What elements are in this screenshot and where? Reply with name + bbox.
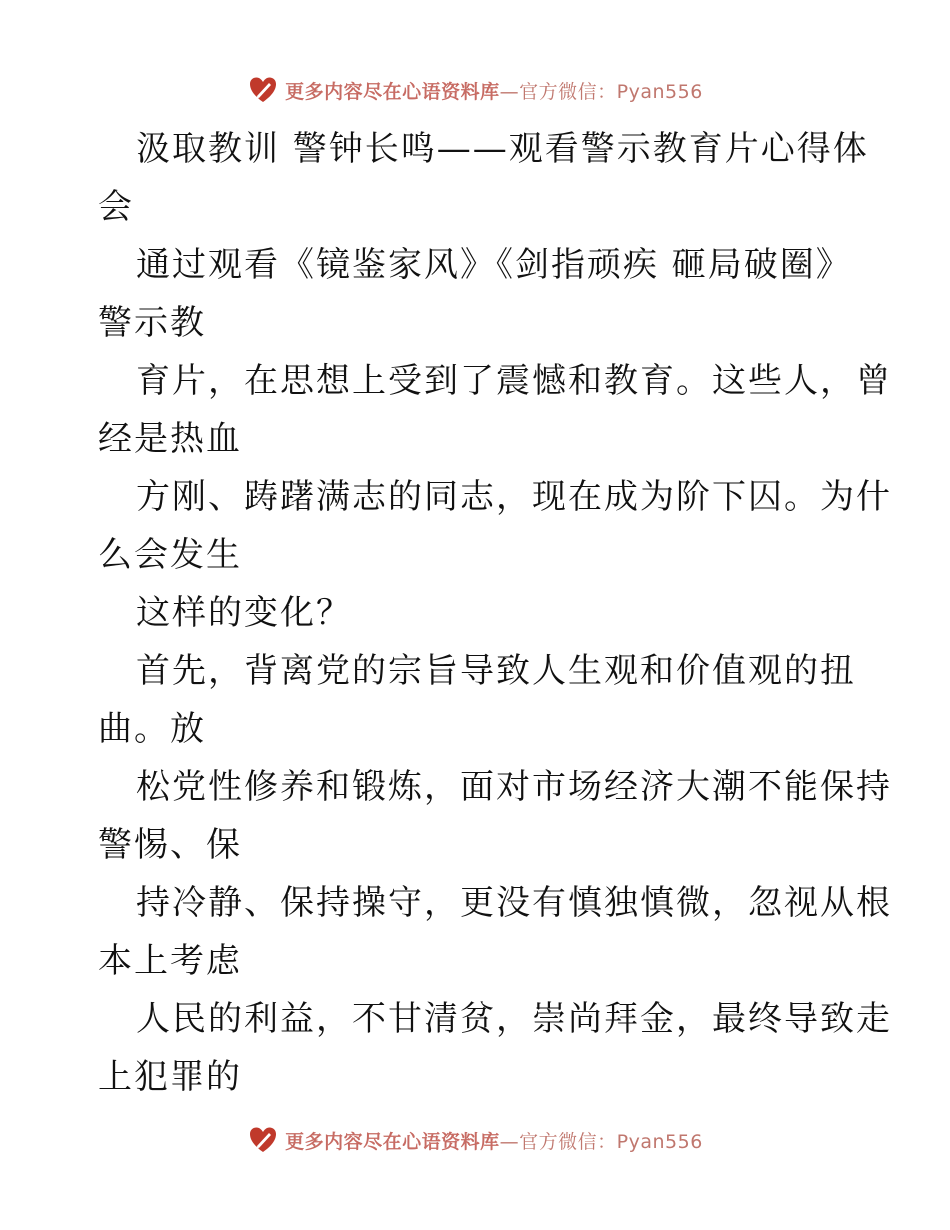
text-line: 警示教 bbox=[98, 303, 206, 343]
document-body bbox=[98, 120, 892, 1106]
heart-pen-logo-icon bbox=[247, 74, 279, 106]
header-banner bbox=[0, 70, 950, 110]
text-line: 这样的变化？ bbox=[136, 593, 352, 633]
text-line: 经是热血 bbox=[98, 419, 242, 459]
text-line: 曲。放 bbox=[98, 709, 206, 749]
text-line: 松党性修养和锻炼，面对市场经济大潮不能保持 bbox=[136, 767, 892, 807]
heart-pen-logo-icon bbox=[247, 1124, 279, 1156]
banner-brand: 更多内容尽在心语资料库 bbox=[285, 1130, 500, 1153]
text-line: 会 bbox=[98, 187, 134, 227]
text-line: 持冷静、保持操守，更没有慎独慎微，忽视从根 bbox=[136, 883, 892, 923]
text-line: 人民的利益，不甘清贫，崇尚拜金，最终导致走 bbox=[136, 999, 892, 1039]
text-line: 汲取教训 警钟长鸣——观看警示教育片心得体 bbox=[136, 129, 869, 169]
text-line: 警惕、保 bbox=[98, 825, 242, 865]
banner-brand: 更多内容尽在心语资料库 bbox=[285, 80, 500, 103]
banner-wechat: —官方微信：Pyan556 bbox=[499, 1130, 703, 1153]
banner-text bbox=[285, 77, 703, 104]
banner-text bbox=[285, 1127, 703, 1154]
text-line: 方刚、踌躇满志的同志，现在成为阶下囚。为什 bbox=[136, 477, 892, 517]
text-line: 育片，在思想上受到了震憾和教育。这些人，曾 bbox=[136, 361, 892, 401]
text-line: 本上考虑 bbox=[98, 941, 242, 981]
text-line: 么会发生 bbox=[98, 535, 242, 575]
text-line: 首先，背离党的宗旨导致人生观和价值观的扭 bbox=[136, 651, 856, 691]
text-line: 通过观看《镜鉴家风》《剑指顽疾 砸局破圈》 bbox=[136, 245, 852, 285]
banner-wechat: —官方微信：Pyan556 bbox=[499, 80, 703, 103]
text-line: 上犯罪的 bbox=[98, 1057, 242, 1097]
footer-banner bbox=[0, 1120, 950, 1160]
